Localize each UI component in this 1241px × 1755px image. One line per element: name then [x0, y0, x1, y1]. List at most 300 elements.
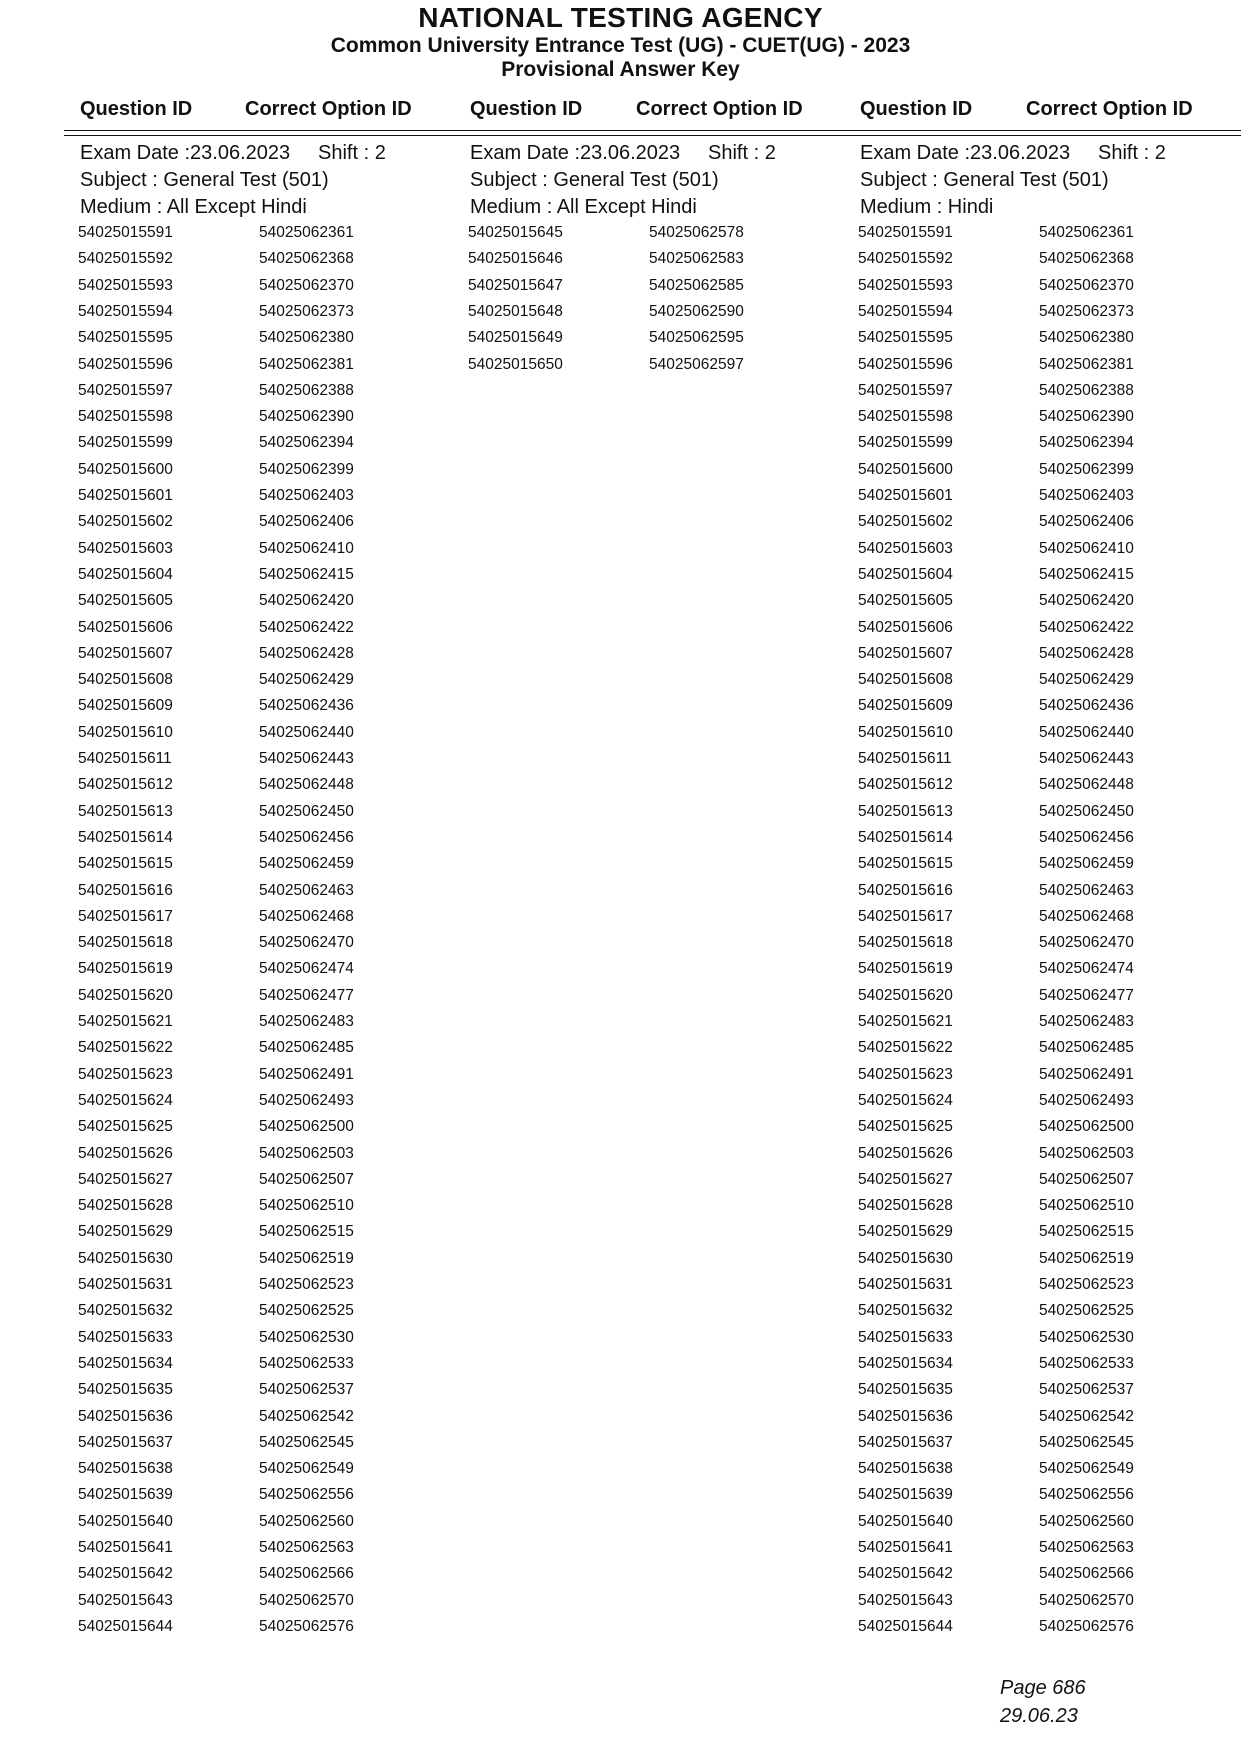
question-id: 54025015621: [78, 1013, 173, 1030]
column-header-row: [0, 98, 1241, 124]
correct-option-id: 54025062560: [259, 1512, 354, 1530]
correct-option-id: 54025062459: [1039, 855, 1134, 873]
correct-option-id: 54025062429: [259, 671, 354, 689]
column-header: Question ID: [80, 98, 193, 120]
table-row: [78, 1223, 478, 1247]
correct-option-id: 54025062570: [1039, 1591, 1134, 1609]
correct-option-id: 54025062500: [259, 1118, 354, 1136]
table-row: [858, 750, 1241, 774]
question-id: 54025015613: [858, 802, 953, 820]
question-id: 54025015637: [78, 1433, 173, 1451]
question-id: 54025015641: [78, 1539, 173, 1556]
subject: Subject : General Test (501): [860, 169, 1109, 191]
correct-option-id: 54025062560: [1039, 1512, 1134, 1530]
footer-date: 29.06.23: [1000, 1705, 1078, 1727]
question-id: 54025015634: [858, 1354, 953, 1372]
correct-option-id: 54025062470: [259, 934, 354, 952]
table-row: [858, 908, 1241, 932]
correct-option-id: 54025062403: [1039, 487, 1134, 504]
correct-option-id: 54025062483: [259, 1013, 354, 1030]
correct-option-id: 54025062523: [1039, 1276, 1134, 1293]
table-row: [858, 277, 1241, 301]
correct-option-id: 54025062399: [1039, 460, 1134, 478]
question-id: 54025015610: [78, 723, 173, 741]
table-row: [858, 724, 1241, 748]
correct-option-id: 54025062474: [1039, 960, 1134, 978]
table-row: [78, 1618, 478, 1642]
table-row: [78, 1486, 478, 1510]
question-id: 54025015602: [78, 513, 173, 531]
exam-date: Exam Date :23.06.2023: [80, 142, 291, 164]
correct-option-id: 54025062470: [1039, 934, 1134, 952]
question-id: 54025015638: [78, 1460, 173, 1478]
table-row: [858, 1066, 1241, 1090]
table-row: [858, 1408, 1241, 1432]
question-id: 54025015598: [78, 408, 173, 426]
question-id: 54025015648: [468, 302, 563, 320]
correct-option-id: 54025062510: [1039, 1197, 1134, 1215]
question-id: 54025015597: [78, 381, 173, 399]
table-row: [858, 1145, 1241, 1169]
question-id: 54025015627: [78, 1170, 173, 1188]
table-row: [78, 540, 478, 564]
question-id: 54025015601: [78, 487, 173, 504]
correct-option-id: 54025062542: [259, 1407, 354, 1425]
table-row: [858, 224, 1241, 248]
question-id: 54025015606: [858, 618, 953, 636]
correct-option-id: 54025062440: [1039, 723, 1134, 741]
correct-option-id: 54025062440: [259, 723, 354, 741]
correct-option-id: 54025062380: [259, 329, 354, 347]
table-row: [78, 750, 478, 774]
question-id: 54025015594: [78, 302, 173, 320]
table-row: [78, 382, 478, 406]
table-row: [858, 382, 1241, 406]
question-id: 54025015612: [858, 776, 953, 794]
table-row: [468, 250, 868, 274]
correct-option-id: 54025062483: [1039, 1013, 1134, 1030]
table-row: [858, 776, 1241, 800]
question-id: 54025015596: [78, 355, 173, 373]
table-row: [468, 303, 868, 327]
question-id: 54025015617: [78, 907, 173, 925]
correct-option-id: 54025062576: [1039, 1617, 1134, 1635]
table-row: [78, 224, 478, 248]
table-row: [78, 1592, 478, 1616]
shift: Shift : 2: [708, 142, 776, 164]
correct-option-id: 54025062420: [259, 592, 354, 610]
correct-option-id: 54025062533: [1039, 1354, 1134, 1372]
correct-option-id: 54025062549: [259, 1460, 354, 1478]
table-row: [858, 855, 1241, 879]
table-row: [78, 1276, 478, 1300]
correct-option-id: 54025062381: [259, 355, 354, 373]
correct-option-id: 54025062436: [1039, 697, 1134, 715]
question-id: 54025015642: [78, 1565, 173, 1583]
table-row: [78, 855, 478, 879]
question-id: 54025015632: [858, 1302, 953, 1320]
question-id: 54025015640: [858, 1512, 953, 1530]
correct-option-id: 54025062530: [259, 1328, 354, 1346]
question-id: 54025015631: [858, 1276, 953, 1293]
question-id: 54025015598: [858, 408, 953, 426]
question-id: 54025015633: [78, 1328, 173, 1346]
correct-option-id: 54025062533: [259, 1354, 354, 1372]
table-row: [78, 277, 478, 301]
question-id: 54025015611: [858, 750, 952, 767]
table-row: [858, 540, 1241, 564]
subject: Subject : General Test (501): [80, 169, 329, 191]
question-id: 54025015638: [858, 1460, 953, 1478]
table-row: [858, 1513, 1241, 1537]
subject: Subject : General Test (501): [470, 169, 719, 191]
table-row: [78, 1539, 478, 1563]
question-id: 54025015616: [858, 881, 953, 899]
question-id: 54025015599: [858, 434, 953, 452]
correct-option-id: 54025062566: [1039, 1565, 1134, 1583]
table-row: [858, 1460, 1241, 1484]
correct-option-id: 54025062361: [1039, 224, 1134, 241]
correct-option-id: 54025062415: [1039, 565, 1134, 583]
question-id: 54025015637: [858, 1433, 953, 1451]
question-id: 54025015617: [858, 907, 953, 925]
table-row: [78, 461, 478, 485]
document-type: Provisional Answer Key: [501, 58, 740, 81]
question-id: 54025015625: [858, 1118, 953, 1136]
correct-option-id: 54025062448: [259, 776, 354, 794]
table-row: [78, 1513, 478, 1537]
table-row: [858, 1171, 1241, 1195]
question-id: 54025015635: [78, 1381, 173, 1399]
table-row: [858, 1092, 1241, 1116]
question-id: 54025015632: [78, 1302, 173, 1320]
table-row: [78, 1355, 478, 1379]
correct-option-id: 54025062549: [1039, 1460, 1134, 1478]
correct-option-id: 54025062500: [1039, 1118, 1134, 1136]
exam-title: Common University Entrance Test (UG) - CUET(UG) - 2023: [330, 34, 911, 57]
medium: Medium : All Except Hindi: [80, 196, 307, 218]
question-id: 54025015604: [858, 565, 953, 583]
table-row: [78, 671, 478, 695]
table-row: [858, 1302, 1241, 1326]
table-row: [858, 1118, 1241, 1142]
correct-option-id: 54025062390: [259, 408, 354, 426]
question-id: 54025015639: [78, 1486, 173, 1504]
question-id: 54025015641: [858, 1539, 953, 1556]
table-row: [78, 1381, 478, 1405]
correct-option-id: 54025062468: [1039, 907, 1134, 925]
question-id: 54025015620: [858, 986, 953, 1004]
correct-option-id: 54025062515: [1039, 1223, 1134, 1241]
question-id: 54025015623: [78, 1065, 173, 1083]
table-row: [858, 461, 1241, 485]
question-id: 54025015626: [78, 1144, 173, 1162]
question-id: 54025015607: [78, 644, 173, 662]
question-id: 54025015639: [858, 1486, 953, 1504]
correct-option-id: 54025062403: [259, 487, 354, 504]
correct-option-id: 54025062585: [649, 276, 744, 294]
medium: Medium : Hindi: [860, 196, 994, 218]
question-id: 54025015622: [78, 1039, 173, 1057]
correct-option-id: 54025062459: [259, 855, 354, 873]
table-row: [78, 513, 478, 537]
correct-option-id: 54025062507: [1039, 1170, 1134, 1188]
page-number: Page 686: [1000, 1677, 1086, 1699]
correct-option-id: 54025062390: [1039, 408, 1134, 426]
correct-option-id: 54025062491: [1039, 1065, 1134, 1083]
question-id: 54025015607: [858, 644, 953, 662]
correct-option-id: 54025062368: [259, 250, 354, 268]
column-header: Question ID: [470, 98, 583, 120]
shift: Shift : 2: [1098, 142, 1166, 164]
question-id: 54025015644: [858, 1617, 953, 1635]
correct-option-id: 54025062443: [259, 750, 354, 767]
table-row: [468, 277, 868, 301]
medium: Medium : All Except Hindi: [470, 196, 697, 218]
table-row: [78, 1434, 478, 1458]
correct-option-id: 54025062485: [1039, 1039, 1134, 1057]
correct-option-id: 54025062415: [259, 565, 354, 583]
table-row: [858, 408, 1241, 432]
question-id: 54025015635: [858, 1381, 953, 1399]
correct-option-id: 54025062388: [1039, 381, 1134, 399]
question-id: 54025015642: [858, 1565, 953, 1583]
question-id: 54025015608: [78, 671, 173, 689]
question-id: 54025015628: [858, 1197, 953, 1215]
correct-option-id: 54025062510: [259, 1197, 354, 1215]
correct-option-id: 54025062436: [259, 697, 354, 715]
table-row: [78, 829, 478, 853]
correct-option-id: 54025062428: [259, 644, 354, 662]
table-row: [858, 882, 1241, 906]
question-id: 54025015600: [78, 460, 173, 478]
table-row: [78, 408, 478, 432]
table-row: [78, 1408, 478, 1432]
table-row: [858, 934, 1241, 958]
table-row: [858, 1250, 1241, 1274]
table-row: [858, 960, 1241, 984]
correct-option-id: 54025062595: [649, 329, 744, 347]
question-id: 54025015625: [78, 1118, 173, 1136]
table-row: [78, 329, 478, 353]
table-row: [78, 1250, 478, 1274]
correct-option-id: 54025062576: [259, 1617, 354, 1635]
table-row: [78, 882, 478, 906]
correct-option-id: 54025062406: [1039, 513, 1134, 531]
question-id: 54025015614: [858, 828, 953, 846]
correct-option-id: 54025062503: [259, 1144, 354, 1162]
question-id: 54025015623: [858, 1065, 953, 1083]
correct-option-id: 54025062563: [259, 1539, 354, 1556]
table-row: [78, 566, 478, 590]
table-row: [78, 619, 478, 643]
table-row: [78, 356, 478, 380]
correct-option-id: 54025062368: [1039, 250, 1134, 268]
header-divider: [64, 130, 1241, 131]
table-row: [78, 908, 478, 932]
correct-option-id: 54025062556: [259, 1486, 354, 1504]
table-row: [858, 803, 1241, 827]
table-row: [78, 592, 478, 616]
question-id: 54025015609: [858, 697, 953, 715]
table-row: [858, 1039, 1241, 1063]
question-id: 54025015615: [78, 855, 173, 873]
table-row: [858, 1565, 1241, 1589]
question-id: 54025015599: [78, 434, 173, 452]
correct-option-id: 54025062519: [259, 1249, 354, 1267]
table-row: [858, 1486, 1241, 1510]
question-id: 54025015594: [858, 302, 953, 320]
question-id: 54025015640: [78, 1512, 173, 1530]
correct-option-id: 54025062399: [259, 460, 354, 478]
question-id: 54025015611: [78, 750, 172, 767]
correct-option-id: 54025062491: [259, 1065, 354, 1083]
correct-option-id: 54025062388: [259, 381, 354, 399]
question-id: 54025015603: [78, 539, 173, 557]
table-row: [78, 960, 478, 984]
correct-option-id: 54025062566: [259, 1565, 354, 1583]
question-id: 54025015613: [78, 802, 173, 820]
table-row: [78, 803, 478, 827]
correct-option-id: 54025062373: [259, 302, 354, 320]
question-id: 54025015631: [78, 1276, 173, 1293]
question-id: 54025015595: [78, 329, 173, 347]
question-id: 54025015636: [78, 1407, 173, 1425]
correct-option-id: 54025062507: [259, 1170, 354, 1188]
table-row: [78, 1118, 478, 1142]
table-row: [858, 1434, 1241, 1458]
table-row: [858, 987, 1241, 1011]
question-id: 54025015621: [858, 1013, 953, 1030]
table-row: [78, 934, 478, 958]
question-id: 54025015629: [78, 1223, 173, 1241]
question-id: 54025015601: [858, 487, 953, 504]
question-id: 54025015600: [858, 460, 953, 478]
question-id: 54025015602: [858, 513, 953, 531]
table-row: [858, 697, 1241, 721]
table-row: [78, 776, 478, 800]
column-header: Question ID: [860, 98, 973, 120]
table-row: [78, 487, 478, 511]
question-id: 54025015603: [858, 539, 953, 557]
question-id: 54025015596: [858, 355, 953, 373]
table-row: [78, 1565, 478, 1589]
exam-date: Exam Date :23.06.2023: [860, 142, 1071, 164]
table-row: [858, 1618, 1241, 1642]
correct-option-id: 54025062477: [1039, 986, 1134, 1004]
question-id: 54025015612: [78, 776, 173, 794]
table-row: [858, 1276, 1241, 1300]
correct-option-id: 54025062523: [259, 1276, 354, 1293]
exam-date: Exam Date :23.06.2023: [470, 142, 681, 164]
table-row: [78, 1013, 478, 1037]
question-id: 54025015650: [468, 355, 563, 373]
question-id: 54025015620: [78, 986, 173, 1004]
column-header: Correct Option ID: [1026, 98, 1193, 120]
question-id: 54025015643: [78, 1591, 173, 1609]
question-id: 54025015636: [858, 1407, 953, 1425]
question-id: 54025015633: [858, 1328, 953, 1346]
question-id: 54025015645: [468, 224, 563, 241]
question-id: 54025015606: [78, 618, 173, 636]
table-row: [858, 1223, 1241, 1247]
table-row: [858, 671, 1241, 695]
correct-option-id: 54025062578: [649, 224, 744, 241]
correct-option-id: 54025062381: [1039, 355, 1134, 373]
question-id: 54025015605: [78, 592, 173, 610]
question-id: 54025015624: [858, 1091, 953, 1109]
table-row: [78, 1302, 478, 1326]
correct-option-id: 54025062583: [649, 250, 744, 268]
correct-option-id: 54025062370: [1039, 276, 1134, 294]
table-row: [78, 1329, 478, 1353]
table-row: [858, 303, 1241, 327]
correct-option-id: 54025062456: [1039, 828, 1134, 846]
question-id: 54025015649: [468, 329, 563, 347]
correct-option-id: 54025062537: [259, 1381, 354, 1399]
correct-option-id: 54025062515: [259, 1223, 354, 1241]
question-id: 54025015614: [78, 828, 173, 846]
correct-option-id: 54025062428: [1039, 644, 1134, 662]
table-row: [858, 566, 1241, 590]
question-id: 54025015608: [858, 671, 953, 689]
question-id: 54025015616: [78, 881, 173, 899]
question-id: 54025015609: [78, 697, 173, 715]
table-row: [78, 645, 478, 669]
table-row: [78, 250, 478, 274]
question-id: 54025015591: [858, 224, 953, 241]
correct-option-id: 54025062493: [1039, 1091, 1134, 1109]
correct-option-id: 54025062443: [1039, 750, 1134, 767]
question-id: 54025015628: [78, 1197, 173, 1215]
agency-title: NATIONAL TESTING AGENCY: [418, 2, 823, 33]
correct-option-id: 54025062556: [1039, 1486, 1134, 1504]
table-row: [468, 224, 868, 248]
question-id: 54025015593: [858, 276, 953, 294]
correct-option-id: 54025062422: [259, 618, 354, 636]
question-id: 54025015622: [858, 1039, 953, 1057]
correct-option-id: 54025062542: [1039, 1407, 1134, 1425]
correct-option-id: 54025062563: [1039, 1539, 1134, 1556]
table-row: [858, 1355, 1241, 1379]
correct-option-id: 54025062537: [1039, 1381, 1134, 1399]
correct-option-id: 54025062422: [1039, 618, 1134, 636]
question-id: 54025015619: [858, 960, 953, 978]
column-header: Correct Option ID: [636, 98, 803, 120]
question-id: 54025015624: [78, 1091, 173, 1109]
correct-option-id: 54025062410: [259, 539, 354, 557]
table-row: [78, 1171, 478, 1195]
question-id: 54025015595: [858, 329, 953, 347]
table-row: [78, 1092, 478, 1116]
correct-option-id: 54025062448: [1039, 776, 1134, 794]
question-id: 54025015647: [468, 276, 563, 294]
correct-option-id: 54025062530: [1039, 1328, 1134, 1346]
table-row: [78, 697, 478, 721]
table-row: [858, 434, 1241, 458]
correct-option-id: 54025062361: [259, 224, 354, 241]
table-row: [858, 1592, 1241, 1616]
question-id: 54025015629: [858, 1223, 953, 1241]
table-row: [78, 303, 478, 327]
question-id: 54025015626: [858, 1144, 953, 1162]
question-id: 54025015615: [858, 855, 953, 873]
table-row: [858, 329, 1241, 353]
correct-option-id: 54025062545: [1039, 1433, 1134, 1451]
table-row: [858, 513, 1241, 537]
correct-option-id: 54025062597: [649, 355, 744, 373]
table-row: [78, 1066, 478, 1090]
